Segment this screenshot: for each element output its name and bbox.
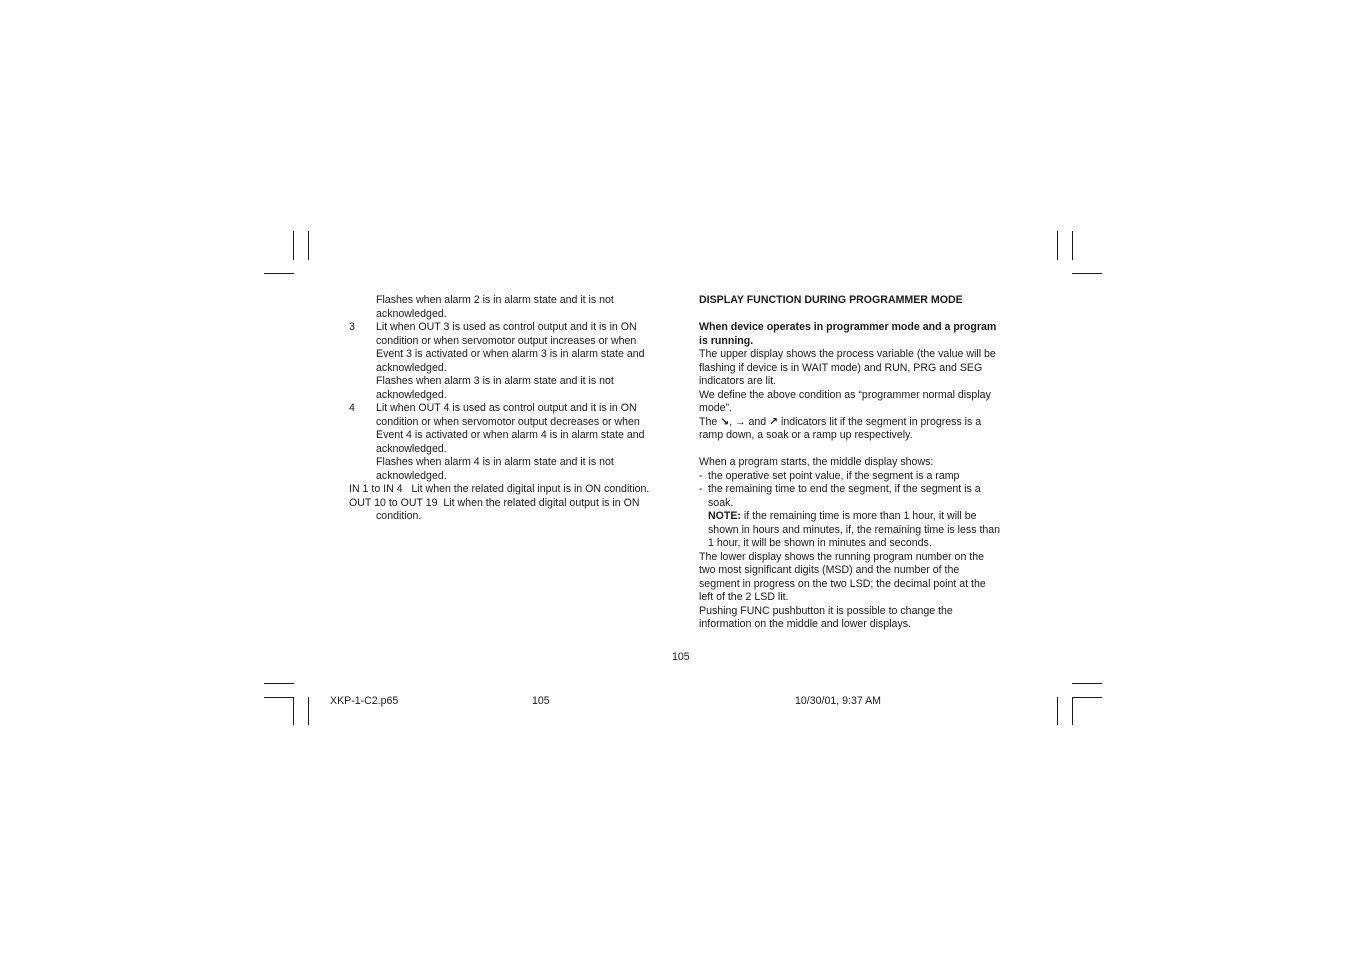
digital-output-line: OUT 10 to OUT 19 Lit when the related digital output is in ON (349, 496, 640, 509)
digital-input-line: IN 1 to IN 4 Lit when the related digital input is in ON condition. (349, 483, 650, 495)
crop-mark (264, 683, 294, 684)
crop-mark (264, 697, 294, 698)
footer-timestamp: 10/30/01, 9:37 AM (795, 695, 881, 707)
note-label: NOTE: (708, 510, 741, 522)
indicator-line: The ↘, → and ↗ indicators lit if the segment in progress is a (699, 415, 982, 428)
crop-mark (1072, 273, 1102, 274)
ramp-down-icon: ↘ (720, 415, 730, 428)
crop-mark (308, 697, 309, 725)
crop-mark (1072, 231, 1073, 260)
crop-mark (1072, 683, 1102, 684)
crop-mark (1072, 697, 1073, 725)
crop-mark (1072, 697, 1102, 698)
item-4: 4 Lit when OUT 4 is used as control output and it is in ON condition or when servomotor output decreases or when Event 4 is activated or when alarm 4 is in alarm state and acknowledged. Flashes when alarm 4 is in alarm state and it is not acknowledged. (349, 402, 645, 482)
item-number: 3 (349, 321, 355, 333)
left-column (349, 294, 679, 524)
right-column: DISPLAY FUNCTION DURING PROGRAMMER MODE When device operates in programmer mode and a program is running. The upper display shows the process variable (the value will be flashing if device is in WAIT mode) and RUN, PRG and SEG indicators are lit. We define the above condition as “programmer normal display mode”. The ↘, → and ↗ indicators lit if the segment in progress is a ramp down, a soak or a ramp up respectively. When a program starts, the middle display shows: - the operative set point value, if the segment is a ramp - the remaining time to end the segment, if the segment is a soak. NOTE: if the remaining time is more than 1 hour, it will be shown in hours and minutes, if, the remaining time is less than 1 hour, it will be shown in minutes and seconds. The lower display shows the running program number on the two most significant digits (MSD) and the number of the segment in progress on the two LSD; the decimal point at the left of the 2 LSD lit. Pushing FUNC pushbutton it is possible to change the information on the middle and lower displays. (699, 294, 1029, 632)
crop-mark (1057, 231, 1058, 260)
digital-output-line-cont: condition. (376, 510, 422, 522)
ramp-up-icon: ↗ (769, 415, 779, 428)
crop-mark (293, 697, 294, 725)
list-item: - the operative set point value, if the segment is a ramp (699, 469, 960, 482)
footer-filename: XKP-1-C2.p65 (330, 695, 399, 707)
crop-mark (1057, 697, 1058, 725)
item-number: 4 (349, 402, 355, 414)
crop-mark (264, 273, 294, 274)
page-number: 105 (672, 651, 690, 663)
alarm2-flash-text: Flashes when alarm 2 is in alarm state and it is not acknowledged. (376, 294, 614, 320)
sub-heading-cont: is running. (699, 334, 754, 347)
crop-mark (293, 231, 294, 260)
section-heading: DISPLAY FUNCTION DURING PROGRAMMER MODE (699, 294, 963, 306)
sub-heading: When device operates in programmer mode and a program (699, 321, 997, 333)
note-block: NOTE: if the remaining time is more than 1 hour, it will be shown in hours and minutes, if, the remaining time is less than 1 hour, it will be shown in minutes and seconds. (708, 510, 1001, 549)
item-3: 3 Lit when OUT 3 is used as control output and it is in ON condition or when servomotor output increases or when Event 3 is activated or when alarm 3 is in alarm state and acknowledged. Flashes when alarm 3 is in alarm state and it is not acknowledged. (349, 321, 645, 401)
footer-page: 105 (532, 695, 550, 707)
crop-mark (308, 231, 309, 260)
soak-icon: → (734, 415, 746, 428)
list-item: - the remaining time to end the segment, if the segment is a soak. (699, 483, 981, 509)
